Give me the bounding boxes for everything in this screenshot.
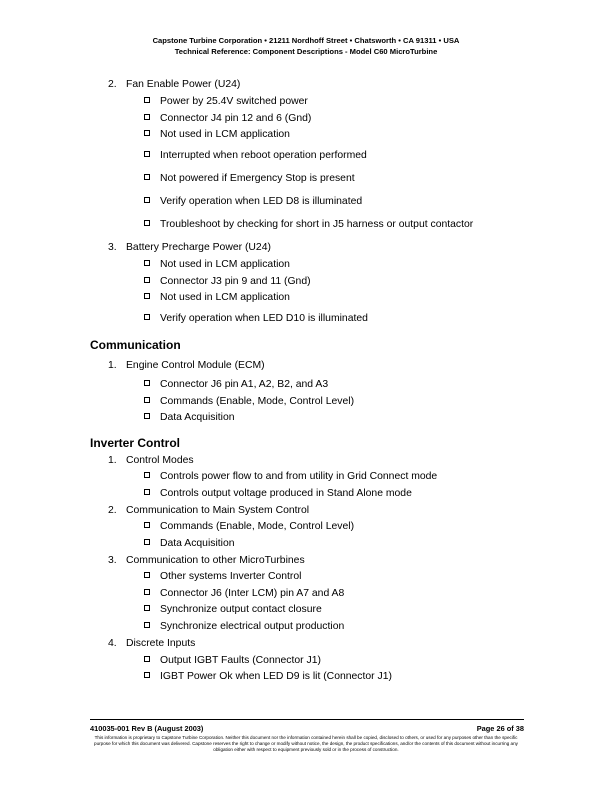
checkbox-bullet-icon [144, 197, 150, 203]
bullet-item: Data Acquisition [144, 538, 235, 549]
bullet-item: Synchronize electrical output production [144, 621, 344, 632]
bullet-item: Connector J6 pin A1, A2, B2, and A3 [144, 379, 328, 390]
bullet-item: Not powered if Emergency Stop is present [144, 173, 355, 184]
bullet-item: Not used in LCM application [144, 259, 290, 270]
checkbox-bullet-icon [144, 622, 150, 628]
footer-proprietary-note: This information is proprietary to Capstone Turbine Corporation. Neither this document nor the information contained herein shall be copied, disclosed to others, or used for any purposes other than the specific purpose for which this document was delivered. Capstone reserves the right to change or modify without notice, the design, the product specifications, and/or the contents of this document without incurring any obligation either with respect to equipment previously sold or in the process of construction. [94, 735, 518, 753]
list-item-fan-enable: 2. Fan Enable Power (U24) [108, 79, 241, 90]
list-item-control-modes: 1. Control Modes [108, 455, 194, 466]
list-item-discrete-inputs: 4. Discrete Inputs [108, 638, 196, 649]
header-title: Technical Reference: Component Descriptions - Model C60 MicroTurbine [174, 46, 438, 56]
checkbox-bullet-icon [144, 605, 150, 611]
bullet-item: Output IGBT Faults (Connector J1) [144, 655, 321, 666]
footer-divider [90, 719, 524, 720]
list-item-main-system-comm: 2. Communication to Main System Control [108, 505, 310, 516]
checkbox-bullet-icon [144, 260, 150, 266]
bullet-item: Controls power flow to and from utility in Grid Connect mode [144, 471, 437, 482]
bullet-item: Data Acquisition [144, 412, 235, 423]
checkbox-bullet-icon [144, 522, 150, 528]
bullet-item: IGBT Power Ok when LED D9 is lit (Connector J1) [144, 671, 392, 682]
checkbox-bullet-icon [144, 314, 150, 320]
bullet-item: Commands (Enable, Mode, Control Level) [144, 521, 354, 532]
bullet-item: Interrupted when reboot operation performed [144, 150, 367, 161]
bullet-item: Not used in LCM application [144, 129, 290, 140]
checkbox-bullet-icon [144, 672, 150, 678]
checkbox-bullet-icon [144, 472, 150, 478]
bullet-item: Verify operation when LED D8 is illuminated [144, 196, 362, 207]
bullet-item: Connector J6 (Inter LCM) pin A7 and A8 [144, 588, 344, 599]
bullet-item: Commands (Enable, Mode, Control Level) [144, 396, 354, 407]
bullet-item: Other systems Inverter Control [144, 571, 301, 582]
bullet-item: Connector J4 pin 12 and 6 (Gnd) [144, 113, 311, 124]
checkbox-bullet-icon [144, 656, 150, 662]
bullet-item: Not used in LCM application [144, 292, 290, 303]
checkbox-bullet-icon [144, 489, 150, 495]
bullet-item: Troubleshoot by checking for short in J5 harness or output contactor [144, 219, 473, 230]
checkbox-bullet-icon [144, 572, 150, 578]
list-item-battery-precharge: 3. Battery Precharge Power (U24) [108, 242, 271, 253]
checkbox-bullet-icon [144, 293, 150, 299]
checkbox-bullet-icon [144, 130, 150, 136]
heading-inverter-control: Inverter Control [90, 436, 181, 450]
checkbox-bullet-icon [144, 589, 150, 595]
checkbox-bullet-icon [144, 413, 150, 419]
header-address: Capstone Turbine Corporation • 21211 Nordhoff Street • Chatsworth • CA 91311 • USA [152, 36, 460, 45]
list-item-other-microturbines: 3. Communication to other MicroTurbines [108, 555, 305, 566]
checkbox-bullet-icon [144, 97, 150, 103]
footer-doc-id: 410035-001 Rev B (August 2003) [90, 724, 204, 733]
checkbox-bullet-icon [144, 397, 150, 403]
checkbox-bullet-icon [144, 220, 150, 226]
bullet-item: Verify operation when LED D10 is illuminated [144, 313, 368, 324]
checkbox-bullet-icon [144, 174, 150, 180]
bullet-item: Controls output voltage produced in Stand Alone mode [144, 488, 412, 499]
page-header [0, 36, 612, 57]
checkbox-bullet-icon [144, 151, 150, 157]
bullet-item: Power by 25.4V switched power [144, 96, 308, 107]
list-item-ecm: 1. Engine Control Module (ECM) [108, 360, 265, 371]
heading-communication: Communication [90, 338, 181, 352]
footer-page-number: Page 26 of 38 [476, 724, 524, 733]
checkbox-bullet-icon [144, 539, 150, 545]
checkbox-bullet-icon [144, 277, 150, 283]
bullet-item: Synchronize output contact closure [144, 604, 322, 615]
checkbox-bullet-icon [144, 114, 150, 120]
checkbox-bullet-icon [144, 380, 150, 386]
bullet-item: Connector J3 pin 9 and 11 (Gnd) [144, 276, 311, 287]
